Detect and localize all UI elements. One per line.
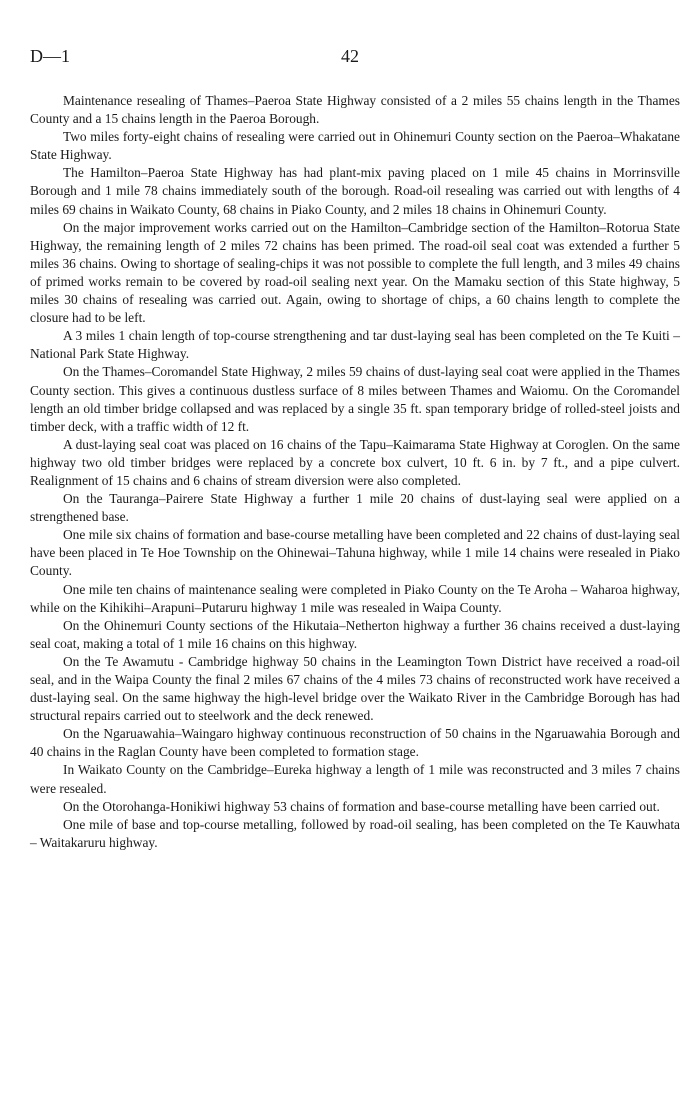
paragraph-paeroa-whakatane: Two miles forty-eight chains of resealing were carried out in Ohinemuri County section on the Paeroa–Whakatane State Highway. (30, 129, 680, 163)
paragraph-te-awamutu-cambridge: On the Te Awamutu - Cambridge highway 50 chains in the Leamington Town District have received a road-oil seal, and in the Waipa County the final 2 miles 67 chains of the 4 miles 73 chains of reconstructed work have received a dust-laying seal. On the same highway the high-level bridge over the Waikato River in the Cambridge Borough has had structural repairs carried out to steelwork and the deck renewed. (30, 653, 680, 724)
paragraph-ohinewai-tahuna: One mile six chains of formation and base-course metalling have been completed and 22 chains of dust-laying seal have been placed in Te Hoe Township on the Ohinewai–Tahuna highway, while 1 mile 14 chains were resealed in Piako County. (30, 527, 680, 579)
paragraph-hamilton-rotorua: On the major improvement works carried out on the Hamilton–Cambridge section of the Hamilton–Rotorua State Highway, the remaining length of 2 miles 72 chains has been primed. The road-oil seal coat was extended a further 5 miles 36 chains. Owing to shortage of sealing-chips it was not possible to complete the full length, and 3 miles 49 chains of primed works remain to be covered by road-oil sealing next year. On the Mamaku section of this State highway, 5 miles 30 chains of resealing was carried out. Again, owing to shortage of chips, a 60 chains length to complete the closure had to be left. (30, 219, 680, 326)
paragraph-te-kauwhata-waitakaruru: One mile of base and top-course metalling, followed by road-oil sealing, has been completed on the Te Kauwhata – Waitakaruru highway. (30, 816, 680, 850)
body-text (30, 92, 680, 852)
paragraph-otorohanga-honikiwi: On the Otorohanga-Honikiwi highway 53 chains of formation and base-course metalling have been carried out. (63, 798, 660, 814)
paragraph-hikutaia-netherton: On the Ohinemuri County sections of the Hikutaia–Netherton highway a further 36 chains received a dust-laying seal coat, making a total of 1 mile 16 chains on this highway. (30, 617, 680, 651)
paragraph-ngaruawahia-waingaro: On the Ngaruawahia–Waingaro highway continuous reconstruction of 50 chains in the Ngaruawahia Borough and 40 chains in the Raglan County have been completed to formation stage. (30, 726, 680, 760)
page-header (30, 46, 670, 70)
paragraph-thames-paeroa: Maintenance resealing of Thames–Paeroa State Highway consisted of a 2 miles 55 chains length in the Thames County and a 15 chains length in the Paeroa Borough. (30, 93, 680, 127)
paragraph-thames-coromandel: On the Thames–Coromandel State Highway, 2 miles 59 chains of dust-laying seal coat were applied in the Thames County section. This gives a continuous dustless surface of 8 miles between Thames and Waiomu. On the Coromandel length an old timber bridge collapsed and was replaced by a single 35 ft. span temporary bridge of rolled-steel joists and timber deck, with a traffic width of 12 ft. (30, 364, 680, 434)
paragraph-tapu-kaimarama: A dust-laying seal coat was placed on 16 chains of the Tapu–Kaimarama State Highway at Coroglen. On the same highway two old timber bridges were replaced by a concrete box culvert, 10 ft. 6 in. by 7 ft., and a pipe culvert. Realignment of 15 chains and 6 chains of stream diversion were also completed. (30, 436, 680, 488)
paragraph-cambridge-eureka: In Waikato County on the Cambridge–Eureka highway a length of 1 mile was reconstructed and 3 miles 7 chains were resealed. (30, 762, 680, 796)
paragraph-tauranga-pairere: On the Tauranga–Pairere State Highway a further 1 mile 20 chains of dust-laying seal were applied on a strengthened base. (30, 491, 680, 525)
paragraph-te-aroha-waharoa: One mile ten chains of maintenance sealing were completed in Piako County on the Te Aroha – Waharoa highway, while on the Kihikihi–Arapuni–Putaruru highway 1 mile was resealed in Waipa County. (30, 581, 680, 615)
paragraph-te-kuiti-national-park: A 3 miles 1 chain length of top-course strengthening and tar dust-laying seal has been completed on the Te Kuiti – National Park State Highway. (30, 328, 680, 362)
page-number: 42 (341, 46, 359, 66)
document-reference: D—1 (30, 46, 70, 66)
paragraph-hamilton-paeroa: The Hamilton–Paeroa State Highway has had plant-mix paving placed on 1 mile 45 chains in Morrinsville Borough and 1 mile 78 chains immediately south of the borough. Road-oil resealing was carried out with lengths of 4 miles 69 chains in Waikato County, 68 chains in Piako County, and 2 miles 18 chains in Ohinemuri County. (30, 165, 680, 217)
